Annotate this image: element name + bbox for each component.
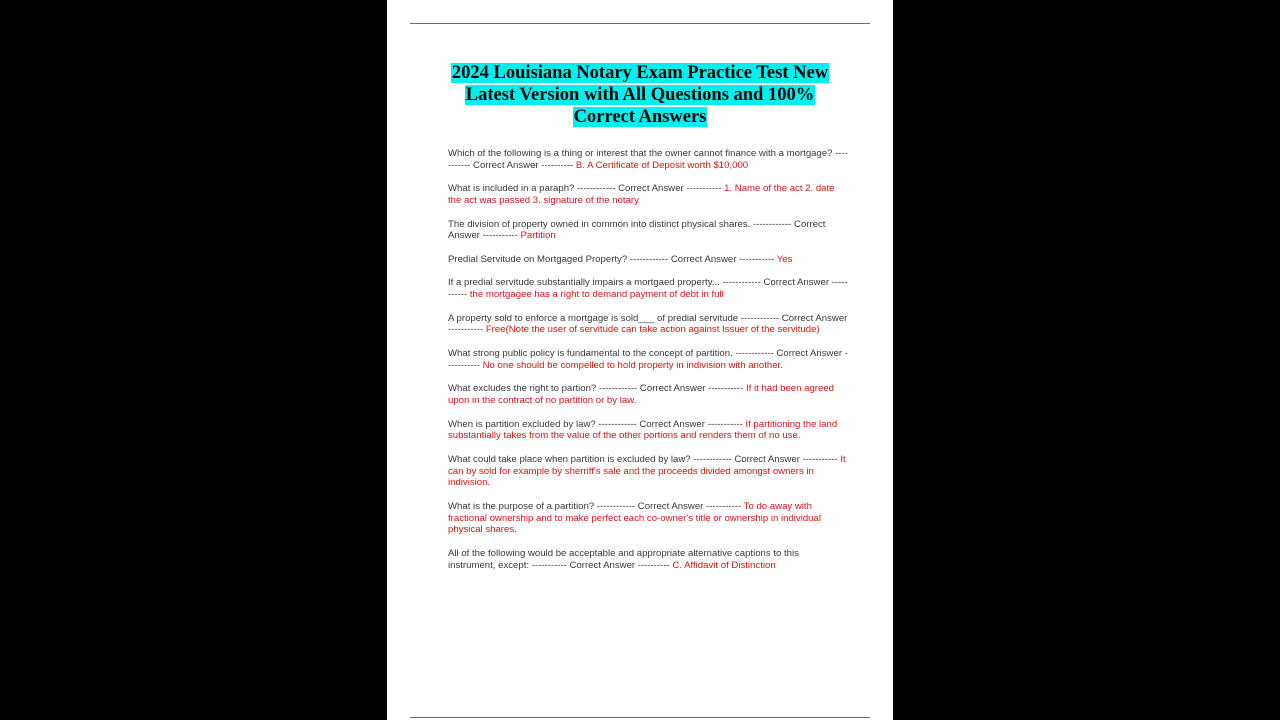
question-text: What is the purpose of a partition? ------------ Correct Answer ----------- bbox=[448, 500, 744, 512]
qa-item bbox=[448, 501, 848, 536]
footer-rule bbox=[410, 717, 870, 718]
answer-text: the mortgagee has a right to demand payment of debt in full bbox=[469, 289, 724, 301]
question-text: All of the following would be acceptable and appropriate alternative captions to this instrument, except: ----------- Correct Answer ---------- bbox=[448, 547, 799, 571]
answer-text: If partitioning the land substantially takes from the value of the other portions and renders them of no use. bbox=[448, 418, 838, 442]
answer-text: Partition bbox=[520, 230, 556, 242]
question-text: What could take place when partition is excluded by law? ------------ Correct Answer ----------- bbox=[448, 453, 841, 465]
qa-item bbox=[448, 313, 848, 336]
question-text: When is partition excluded by law? ------------ Correct Answer ----------- bbox=[448, 418, 746, 430]
answer-text: It can by sold for example by sherriff's sale and the proceeds divided amongst owners in indivision. bbox=[448, 453, 846, 489]
qa-item bbox=[448, 277, 848, 300]
question-text: Predial Servitude on Mortgaged Property? ------------ Correct Answer ----------- bbox=[448, 253, 777, 265]
question-text: Which of the following is a thing or interest that the owner cannot finance with a mortgage? ----------- Correct Answer ---------- bbox=[448, 148, 848, 171]
qa-item bbox=[448, 454, 848, 489]
document-page bbox=[387, 0, 893, 720]
qa-item bbox=[448, 419, 848, 442]
qa-item bbox=[448, 183, 848, 206]
answer-text: Yes bbox=[776, 253, 793, 265]
qa-item bbox=[448, 148, 848, 171]
qa-item bbox=[448, 548, 848, 571]
qa-item bbox=[448, 348, 848, 371]
answer-text: B. A Certificate of Deposit worth $10,000 bbox=[575, 159, 749, 171]
title-line: Correct Answers bbox=[573, 107, 707, 127]
title-line: Latest Version with All Questions and 100% bbox=[465, 85, 815, 105]
question-text: If a predial servitude substantially impairs a mortgaed property... ------------ Correct Answer ----------- bbox=[448, 277, 848, 301]
answer-text: 1. Name of the act 2. date the act was passed 3. signature of the notary bbox=[448, 183, 835, 206]
answer-text: To do away with fractional ownership and to make perfect each co-owner's title or ownership in individual physical shares. bbox=[448, 500, 821, 536]
answer-text: No one should be compelled to hold property in indivision with another. bbox=[482, 359, 783, 371]
answer-text: If it had been agreed upon in the contract of no partition or by law. bbox=[448, 383, 834, 407]
answer-text: Free(Note the user of servitude can take action against Issuer of the servitude) bbox=[485, 324, 820, 336]
answer-text: C. Affidavit of Distinction bbox=[672, 559, 776, 571]
question-text: A property sold to enforce a mortgage is sold___ of predial servitude ------------ Correct Answer ----------- bbox=[448, 312, 848, 336]
title-line: 2024 Louisiana Notary Exam Practice Test New bbox=[451, 63, 829, 83]
qa-item bbox=[448, 383, 848, 406]
document-title bbox=[427, 62, 853, 128]
qa-item bbox=[448, 219, 848, 242]
question-text: The division of property owned in common into distinct physical shares. ------------ Correct Answer ----------- bbox=[448, 218, 826, 242]
qa-item bbox=[448, 254, 848, 266]
question-text: What strong public policy is fundamental to the concept of partition. ------------ Correct Answer ----------- bbox=[448, 348, 848, 371]
header-rule bbox=[410, 23, 870, 24]
question-answer-list bbox=[448, 148, 848, 583]
question-text: What is included in a paraph? ------------ Correct Answer ----------- bbox=[448, 183, 725, 195]
question-text: What excludes the right to partion? ------------ Correct Answer ----------- bbox=[448, 383, 746, 395]
